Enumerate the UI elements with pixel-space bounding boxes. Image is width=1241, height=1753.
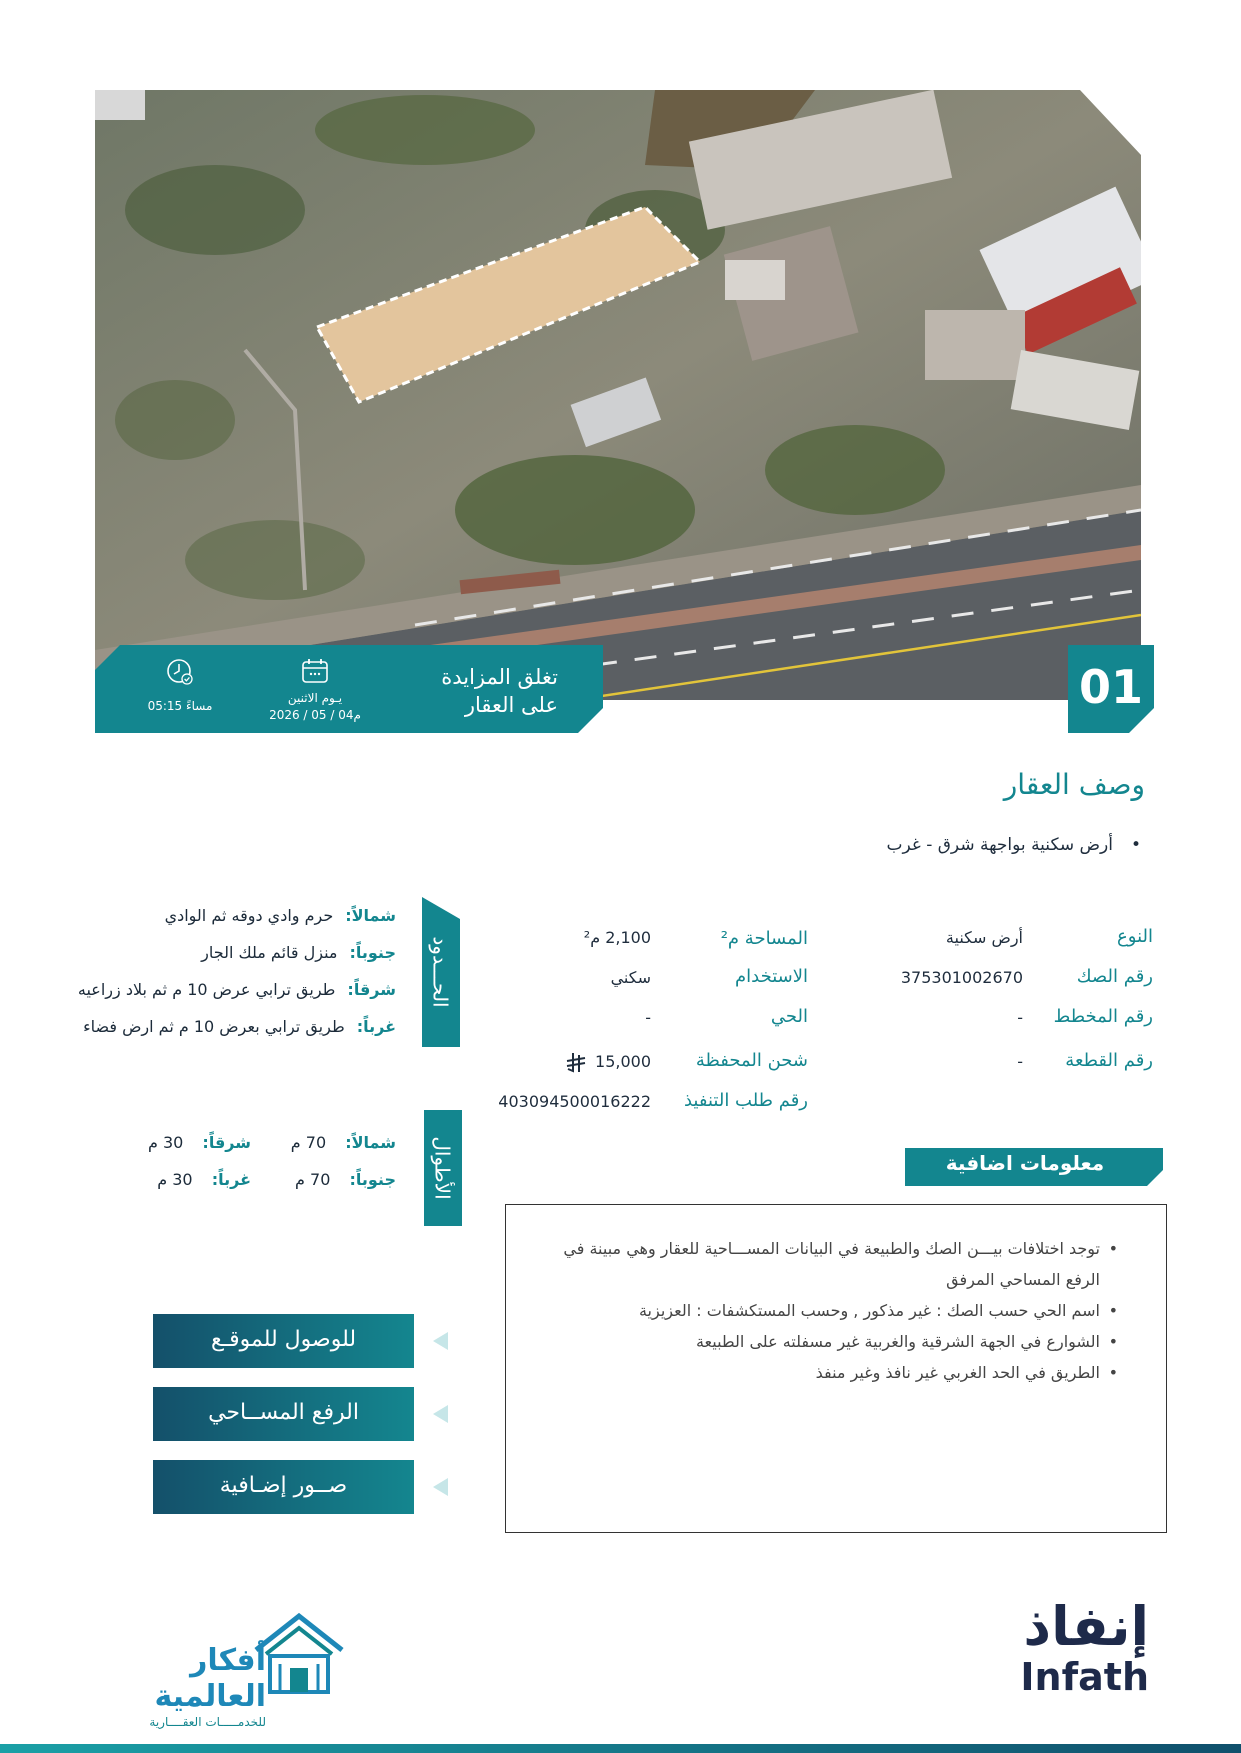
auction-date-block [260,657,370,724]
infath-logo-ar: إنفاذ [1023,1595,1149,1658]
plot-label: رقم القطعة [1065,1050,1153,1071]
length-east-value: 30 م [147,1133,184,1152]
afkar-logo-name: أفكار العالمية [154,1643,266,1714]
additional-info-box [505,1204,1167,1533]
length-south-value: 70 م [295,1170,331,1189]
plot-value: - [1017,1052,1023,1071]
deed-label: رقم الصك [1076,966,1153,987]
auction-title-line1: تغلق المزايدة [441,665,558,689]
type-value: أرض سكنية [945,928,1023,947]
additional-info-list [538,1233,1118,1388]
boundary-west [83,1017,396,1036]
description-bullet: • أرض سكنية بواجهة شرق - غرب [887,835,1141,855]
boundary-east [78,980,396,999]
boundary-north-value: حرم وادي دوقه ثم الوادي [164,906,334,925]
wallet-charge-label: شحن المحفظة [695,1050,808,1071]
boundary-east-label: شرقاً: [347,980,396,999]
district-label: الحي [770,1006,808,1027]
boundaries-tab [422,897,460,1047]
length-west-value: 30 م [157,1170,193,1189]
execution-request-value: 403094500016222 [498,1092,651,1111]
auction-close-title [378,663,558,719]
infath-logo-en: Infath [1020,1655,1149,1699]
deed-value: 375301002670 [900,968,1023,987]
afkar-logo-subtitle: للخدمـــــات العقــــارية [149,1715,266,1729]
auction-banner-content [95,645,603,733]
wallet-charge-value: 15,000 [595,1052,651,1071]
type-label: النوع [1117,926,1153,947]
length-east-label: شرقاً: [202,1133,251,1152]
length-west-label: غرباً: [211,1170,251,1189]
boundary-south [201,943,396,962]
afkar-logo-icon [252,1610,347,1695]
boundary-south-label: جنوباً: [349,943,396,962]
lot-number: 01 [1078,660,1143,714]
location-arrow-icon [433,1332,448,1350]
boundary-east-value: طريق ترابي عرض 10 م ثم بلاد زراعيه [77,980,336,999]
length-south-label: جنوباً: [349,1170,396,1189]
length-north-label: شمالاً: [345,1133,396,1152]
auction-date: 2026 / 05 / 04م [269,708,361,722]
calendar-icon [300,657,330,685]
plan-value: - [1017,1008,1023,1027]
length-north [291,1133,396,1152]
boundary-west-value: طريق ترابي بعرض 10 م ثم ارض فضاء [83,1017,345,1036]
aerial-photo [95,90,1141,700]
clock-icon [165,657,195,687]
length-north-value: 70 م [290,1133,327,1152]
afkar-logo-text [76,1643,266,1729]
lengths-tab-label: الأطوال [431,1136,455,1200]
length-west [157,1170,251,1189]
photos-button[interactable]: صــور إضـافية [153,1460,414,1514]
area-value: 2,100 م² [583,928,651,947]
execution-request-label: رقم طلب التنفيذ [683,1090,808,1111]
infath-logo [1020,1595,1149,1699]
plan-label: رقم المخطط [1053,1006,1153,1027]
length-east [148,1133,251,1152]
additional-info-item: • الشوارع في الجهة الشرقية والغربية غير مسفلته على الطبيعة [538,1326,1118,1357]
photos-arrow-icon [433,1478,448,1496]
boundary-north-label: شمالاً: [345,906,396,925]
additional-info-item: • اسم الحي حسب الصك : غير مذكور , وحسب المستكشفات : العزيزية [538,1295,1118,1326]
survey-arrow-icon [433,1405,448,1423]
survey-button[interactable]: الرفع المســاحي [153,1387,414,1441]
boundaries-tab-label: الحـــدود [429,936,454,1008]
boundary-north [165,906,396,925]
length-south [295,1170,396,1189]
boundary-south-value: منزل قائم ملك الجار [201,943,338,962]
footer-bar [0,1744,1241,1753]
district-value: - [645,1008,651,1027]
area-label: المساحة م² [720,928,808,949]
additional-info-item: • الطريق في الحد الغربي غير نافذ وغير منفذ [538,1357,1118,1388]
auction-time-block [125,657,235,715]
auction-title-line2: على العقار [464,693,558,717]
auction-day: يـوم الاثنين [287,691,343,705]
description-title: وصف العقار [1003,768,1145,801]
additional-info-title: معلومات اضافية [945,1151,1105,1175]
usage-label: الاستخدام [735,966,808,987]
additional-info-item: • توجد اختلافات بيـــن الصك والطبيعة في البيانات المســـاحية للعقار وهي مبينة في الرفع المساحي المرفق [538,1233,1118,1295]
auction-time: 05:15 مساءً [147,699,213,713]
lengths-tab [424,1110,462,1226]
boundary-west-label: غرباً: [356,1017,396,1036]
location-button[interactable]: للوصول للموقـع [153,1314,414,1368]
riyal-icon [566,1052,586,1074]
usage-value: سكني [610,968,651,987]
